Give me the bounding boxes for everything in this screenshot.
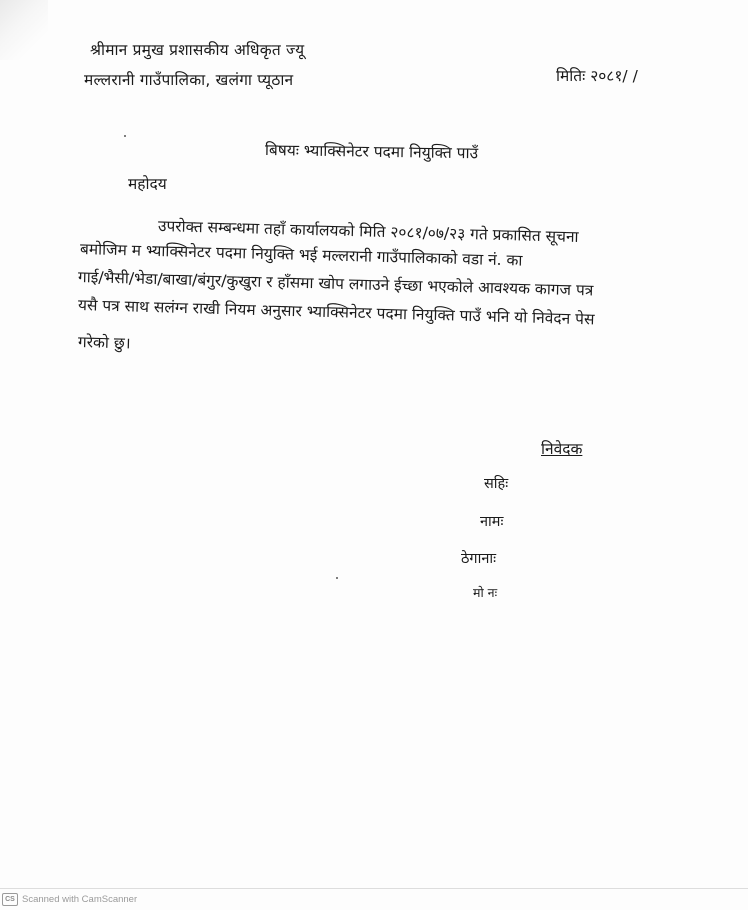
camscanner-watermark <box>2 893 137 906</box>
camscanner-logo-icon: CS <box>2 893 18 906</box>
applicant-heading: निवेदक <box>541 440 583 458</box>
scan-bottom-edge <box>0 888 748 889</box>
salutation: महोदय <box>128 175 167 193</box>
scan-speck <box>336 577 338 579</box>
body-line: यसै पत्र साथ सलंग्न राखी नियम अनुसार भ्याक्सिनेटर पदमा नियुक्ति पाउँ भनि यो निवेदन पेस <box>77 296 595 329</box>
address-label: ठेगानाः <box>461 551 497 567</box>
scan-edge-shadow <box>0 0 48 60</box>
body-line: गाई/भैसी/भेडा/बाखा/बंगुर/कुखुरा र हाँसमा खोप लगाउने ईच्छा भएकोले आवश्यक कागज पत्र <box>77 268 594 300</box>
body-line: गरेको छु। <box>77 333 131 353</box>
body-line: उपरोक्त सम्बन्धमा तहाँ कार्यालयको मिति २०८१/०७/२३ गते प्रकासित सूचना <box>157 217 579 247</box>
recipient-line-2: मल्लरानी गाउँपालिका, खलंगा प्यूठान <box>84 71 294 89</box>
recipient-line-1: श्रीमान प्रमुख प्रशासकीय अधिकृत ज्यू <box>90 41 305 59</box>
letter-date: मितिः २०८१/ / <box>556 67 638 85</box>
watermark-text: Scanned with CamScanner <box>22 894 138 905</box>
body-line: बमोजिम म भ्याक्सिनेटर पदमा नियुक्ति भई मल्लरानी गाउँपालिकाको वडा नं. का <box>79 240 523 270</box>
scan-speck <box>124 135 126 137</box>
signature-label: सहिः <box>484 476 509 492</box>
mobile-label: मो नः <box>473 585 498 600</box>
name-label: नामः <box>480 514 504 530</box>
letter-subject: बिषयः भ्याक्सिनेटर पदमा नियुक्ति पाउँ <box>264 141 479 163</box>
